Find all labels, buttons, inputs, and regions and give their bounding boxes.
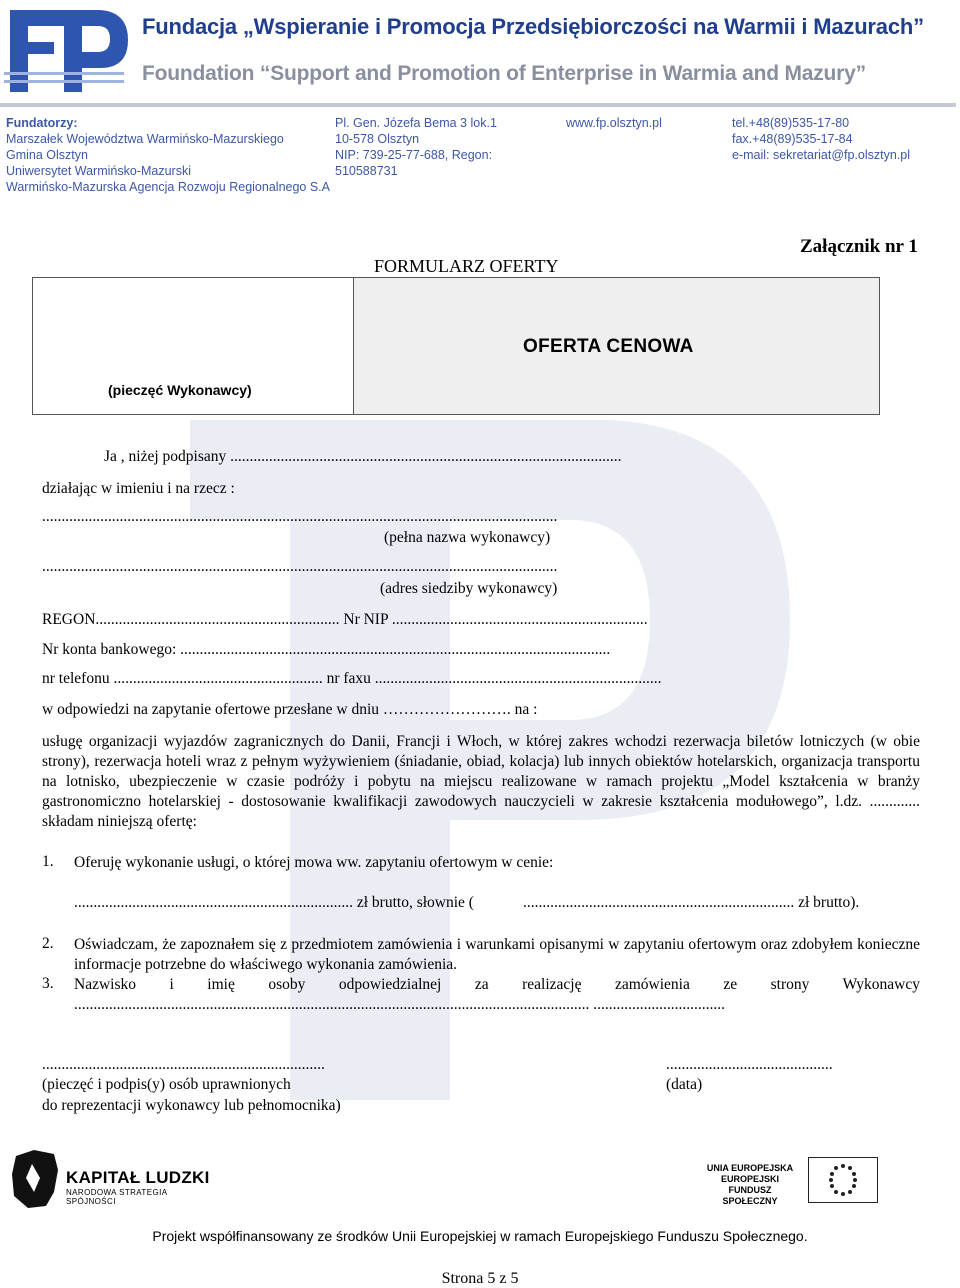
contractor-name-hint: (pełna nazwa wykonawcy) bbox=[384, 529, 551, 546]
signature-label: (pieczęć i podpis(y) osób uprawnionych bbox=[42, 1076, 291, 1093]
founder-item: Gmina Olsztyn bbox=[6, 148, 88, 162]
responsible-person-field: ..................................................................................................................................... .................................. bbox=[74, 996, 725, 1013]
regon-nip-line: REGON............................................................... Nr NIP .................................................................. bbox=[42, 611, 648, 628]
eu-efs-logo bbox=[700, 1155, 882, 1205]
address-block bbox=[335, 115, 497, 179]
email-link[interactable]: e-mail: sekretariat@fp.olsztyn.pl bbox=[732, 148, 911, 162]
acting-label: działając w imieniu i na rzecz : bbox=[42, 480, 235, 497]
kapital-ludzki-logo bbox=[10, 1148, 210, 1214]
founder-item: Marszałek Województwa Warmińsko-Mazurskiego bbox=[6, 132, 284, 146]
contractor-address-field: ..................................................................................................................................... bbox=[42, 558, 558, 575]
offer-title: OFERTA CENOWA bbox=[523, 336, 694, 357]
stamp-label: (pieczęć Wykonawcy) bbox=[108, 382, 252, 398]
page-number: Strona 5 z 5 bbox=[441, 1270, 519, 1287]
founder-item: Warmińsko-Mazurska Agencja Rozwoju Regionalnego S.A bbox=[6, 180, 330, 194]
item-text: Oferuję wykonanie usługi, o której mowa ww. zapytaniu ofertowym w cenie: bbox=[74, 854, 554, 871]
phone-number: tel.+48(89)535-17-80 bbox=[732, 116, 850, 130]
date-field: ........................................... bbox=[666, 1056, 833, 1073]
inquiry-date-line: w odpowiedzi na zapytanie ofertowe przesłane w dniu ……………………. na : bbox=[42, 701, 538, 718]
contact-block bbox=[732, 115, 910, 163]
item-text: Oświadczam, że zapoznałem się z przedmiotem zamówienia i warunkami opisanymi w zapytaniu ofertowym oraz zdobyłem konieczne informacje potrzebne do właściwego wykonania zamówienia. bbox=[74, 936, 920, 973]
price-words-field: ...................................................................... zł brutto). bbox=[523, 894, 860, 911]
attachment-label: Załącznik nr 1 bbox=[800, 236, 918, 257]
item-number: 1. bbox=[42, 853, 54, 870]
address-line: 510588731 bbox=[335, 164, 398, 178]
price-gross-field: ........................................................................ zł brutto, słownie ( bbox=[74, 894, 474, 911]
fax-number: fax.+48(89)535-17-84 bbox=[732, 132, 853, 146]
item-number: 2. bbox=[42, 935, 54, 952]
eu-line-2: EUROPEJSKI bbox=[720, 1174, 780, 1184]
form-title: FORMULARZ OFERTY bbox=[374, 256, 559, 276]
date-label: (data) bbox=[666, 1076, 703, 1093]
phone-fax-line: nr telefonu ...................................................... nr faxu .......................................................................... bbox=[42, 670, 662, 687]
poland-map-icon bbox=[10, 1148, 60, 1210]
founders-list bbox=[6, 115, 330, 195]
address-line: NIP: 739-25-77-688, Regon: bbox=[335, 148, 493, 162]
foundation-name-en: Foundation “Support and Promotion of Enterprise in Warmia and Mazury” bbox=[142, 62, 866, 85]
eu-line-1: UNIA EUROPEJSKA bbox=[706, 1163, 794, 1173]
address-line: Pl. Gen. Józefa Bema 3 lok.1 bbox=[335, 116, 497, 130]
eu-flag-icon bbox=[808, 1157, 878, 1203]
contractor-address-hint: (adres siedziby wykonawcy) bbox=[380, 580, 558, 597]
item-number: 3. bbox=[42, 975, 54, 992]
eu-line-3: FUNDUSZ SPOŁECZNY bbox=[722, 1185, 778, 1206]
eu-text-block bbox=[700, 1163, 800, 1207]
kl-title: KAPITAŁ LUDZKI bbox=[66, 1168, 210, 1187]
foundation-logo bbox=[4, 2, 134, 98]
founders-label: Fundatorzy: bbox=[6, 116, 78, 130]
service-description: usługę organizacji wyjazdów zagranicznych do Danii, Francji i Włoch, w której zakres wchodzi rezerwacja biletów lotniczych (w obie strony), rezerwacja hoteli wraz z pełnym wyżywieniem (śniadanie, obiad, kolacja) lub innych obiektów hotelarskich, organizacja transportu na lotnisko, ubezpieczenie w czasie podróży i pobytu na miejscu realizowane w ramach projektu „Model kształcenia w branży gastronomiczno hotelarskiej - dostosowanie kwalifikacji zawodowych nauczycieli w zakresie kształcenia modułowego”, l.dz. ............. składam niniejszą ofertę: bbox=[42, 733, 920, 830]
kl-subtitle: NARODOWA STRATEGIA SPÓJNOŚCI bbox=[66, 1188, 167, 1206]
contractor-name-field: ..................................................................................................................................... bbox=[42, 508, 558, 525]
signer-line: Ja , niżej podpisany ..................................................................................................... bbox=[104, 448, 622, 465]
address-line: 10-578 Olsztyn bbox=[335, 132, 420, 146]
signature-label-2: do reprezentacji wykonawcy lub pełnomocnika) bbox=[42, 1097, 341, 1114]
foundation-name-pl: Fundacja „Wspieranie i Promocja Przedsiębiorczości na Warmii i Mazurach” bbox=[142, 14, 924, 39]
website-link[interactable]: www.fp.olsztyn.pl bbox=[566, 116, 662, 130]
header-divider bbox=[0, 103, 956, 107]
founder-item: Uniwersytet Warmińsko-Mazurski bbox=[6, 164, 191, 178]
bank-account-line: Nr konta bankowego: ............................................................................................................... bbox=[42, 641, 611, 658]
cofinancing-note: Projekt współfinansowany ze środków Unii Europejskiej w ramach Europejskiego Funduszu Społecznego. bbox=[152, 1228, 808, 1244]
item-text: Nazwisko i imię osoby odpowiedzialnej za realizację zamówienia ze strony Wykonawcy bbox=[74, 976, 920, 993]
signature-field: ......................................................................... bbox=[42, 1056, 325, 1073]
